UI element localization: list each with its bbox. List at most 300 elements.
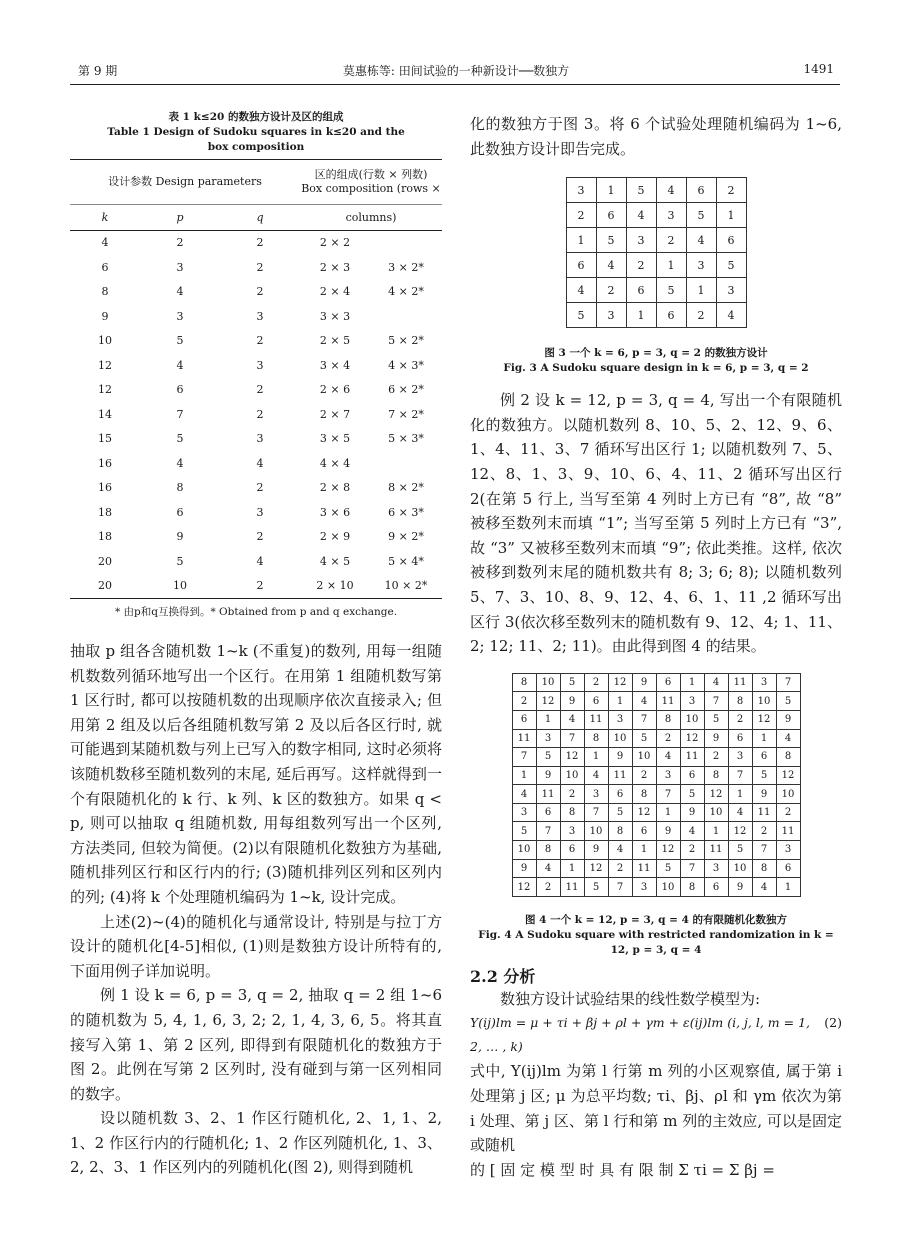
- fig4-cell: 3: [680, 692, 704, 711]
- table1-col-k: k: [101, 210, 109, 224]
- fig3-cell: 4: [716, 303, 746, 328]
- table1-cell: 3: [256, 309, 264, 323]
- fig4-cell: 5: [584, 878, 608, 897]
- table1-cell: 6: [176, 505, 184, 519]
- table1-caption: [70, 110, 442, 155]
- fig3-row: [566, 228, 746, 253]
- table1-cell: 10 × 2*: [384, 579, 428, 593]
- table1-cell: 2 × 9: [319, 530, 351, 544]
- fig4-cell: 12: [776, 766, 800, 785]
- fig4-cell: 6: [728, 729, 752, 748]
- fig4-cell: 5: [656, 859, 680, 878]
- table1-cell: 2: [256, 260, 264, 274]
- table1-row: [70, 378, 442, 403]
- fig4-caption-en-2: 12, p = 3, q = 4: [610, 943, 702, 956]
- fig4-cell: 8: [560, 803, 584, 822]
- fig3-cell: 3: [686, 253, 716, 278]
- fig4-cell: 3: [704, 859, 728, 878]
- table1-cell: 3: [256, 432, 264, 446]
- fig4-cell: 7: [560, 729, 584, 748]
- fig4-cell: 8: [608, 822, 632, 841]
- fig4-cell: 1: [560, 859, 584, 878]
- table1-cell: 2: [176, 236, 184, 250]
- fig4-cell: 9: [752, 785, 776, 804]
- table1-cell: 8: [101, 285, 109, 299]
- fig3-cell: 1: [626, 303, 656, 328]
- fig4-cell: 12: [680, 729, 704, 748]
- fig4-cell: 4: [512, 785, 536, 804]
- table1-cell: 20: [98, 554, 112, 568]
- fig3-cell: 5: [596, 228, 626, 253]
- fig4-sudoku-grid: [512, 673, 801, 897]
- fig4-caption: [470, 913, 842, 958]
- fig3-cell: 4: [656, 178, 686, 203]
- equation-2: [470, 1011, 842, 1059]
- fig4-cell: 8: [776, 748, 800, 767]
- fig4-cell: 10: [776, 785, 800, 804]
- fig4-cell: 11: [512, 729, 536, 748]
- fig4-cell: 6: [704, 878, 728, 897]
- table1-cell: 16: [98, 481, 112, 495]
- fig3-caption-cn: 图 3 一个 k = 6, p = 3, q = 2 的数独方设计: [544, 347, 768, 360]
- section-heading-2-2: 2.2 分析: [470, 966, 536, 986]
- table1-cell: 18: [98, 505, 112, 519]
- table1-cell: 3: [256, 505, 264, 519]
- fig3-cell: 2: [716, 178, 746, 203]
- table1-cell: 3: [176, 309, 184, 323]
- fig3-row: [566, 178, 746, 203]
- fig4-cell: 8: [512, 673, 536, 692]
- table1-head-box: [300, 160, 442, 205]
- table1-head-box-line1: 区的组成(行数 × 列数): [314, 168, 428, 181]
- fig4-cell: 8: [680, 878, 704, 897]
- table1-cell: 4: [101, 236, 109, 250]
- table1-cell: 18: [98, 530, 112, 544]
- table1-cell: 4: [176, 456, 184, 470]
- fig4-cell: 3: [512, 803, 536, 822]
- fig4-cell: 4: [680, 822, 704, 841]
- fig3-cell: 5: [686, 203, 716, 228]
- fig4-cell: 7: [536, 822, 560, 841]
- fig4-row: [512, 803, 800, 822]
- table1-col-p: p: [176, 210, 184, 224]
- fig3-cell: 1: [656, 253, 686, 278]
- table1-cell: 2 × 2: [319, 236, 351, 250]
- table1-cell: 2: [256, 530, 264, 544]
- fig3-cell: 5: [566, 303, 596, 328]
- fig4-cell: 6: [608, 785, 632, 804]
- fig3-cell: 4: [626, 203, 656, 228]
- fig3-caption-en: Fig. 3 A Sudoku square design in k = 6, p = 3, q = 2: [503, 362, 809, 375]
- fig4-cell: 10: [536, 673, 560, 692]
- fig4-cell: 3: [536, 729, 560, 748]
- fig4-cell: 12: [728, 822, 752, 841]
- fig4-cell: 6: [536, 803, 560, 822]
- fig4-row: [512, 841, 800, 860]
- fig4-cell: 2: [656, 729, 680, 748]
- fig4-cell: 2: [632, 766, 656, 785]
- fig4-cell: 3: [728, 748, 752, 767]
- fig4-cell: 4: [656, 748, 680, 767]
- fig4-cell: 11: [632, 859, 656, 878]
- table1-cell: 2: [256, 334, 264, 348]
- fig4-cell: 2: [680, 841, 704, 860]
- fig4-cell: 5: [608, 803, 632, 822]
- table1-cell: 3 × 2*: [388, 260, 424, 274]
- fig4-cell: 6: [680, 766, 704, 785]
- table1-cell: 3: [256, 358, 264, 372]
- right-paragraph-1: 化的数独方于图 3。将 6 个试验处理随机编码为 1~6, 此数独方设计即告完成。: [470, 115, 842, 158]
- table1-col-q: q: [256, 210, 264, 224]
- left-column: [70, 110, 442, 1180]
- fig4-row: [512, 859, 800, 878]
- fig4-cell: 12: [608, 673, 632, 692]
- table1-cell: 9: [101, 309, 109, 323]
- fig4-cell: 3: [560, 822, 584, 841]
- right-paragraph-model-intro: 数独方设计试验结果的线性数学模型为:: [500, 989, 761, 1008]
- fig4-cell: 10: [632, 748, 656, 767]
- fig4-cell: 7: [584, 803, 608, 822]
- table1-cell: 14: [98, 407, 112, 421]
- fig4-cell: 5: [728, 841, 752, 860]
- left-paragraph-2: 上述(2)~(4)的随机化与通常设计, 特别是与拉丁方设计的随机化[4-5]相似, (1)则是数独方设计所特有的, 下面用例子详加说明。: [70, 912, 442, 980]
- table1-row: [70, 402, 442, 427]
- fig4-cell: 5: [704, 710, 728, 729]
- fig4-cell: 6: [512, 710, 536, 729]
- fig4-cell: 5: [560, 673, 584, 692]
- fig4-cell: 9: [584, 841, 608, 860]
- table1-cell: 2: [256, 407, 264, 421]
- table1-cell: 2: [256, 285, 264, 299]
- left-paragraph-1: 抽取 p 组各含随机数 1~k (不重复)的数列, 用每一组随机数数列循环地写出一个区行。在用第 1 组随机数写第 1 区行时, 都可以按随机数的出现顺序依次直接录入; 但用第 2 组及以后各组随机数写第 2 及以后各区行时, 就可能遇到某随机数与列上已写入的数字相同, 这时必须将该随机数移至随机数列的末尾, 延后再写。这样就得到一个有限随机化的 k 行、k 列、k 区的数独方。如果 q < p, 则可以抽取 q 组随机数, 用每组数列写出一个区列, 方法类同, 但较为简便。(2)以有限随机化数独方为基础, 随机排列区行和区行内的行; (3)随机排列区列和区列内的列; (4)将 k 个处理随机编码为 1~k, 设计完成。: [70, 642, 442, 906]
- fig3-cell: 4: [686, 228, 716, 253]
- fig3-row: [566, 253, 746, 278]
- table1-cell: 4 × 5: [319, 554, 351, 568]
- fig3-caption: [470, 346, 842, 376]
- table1-row: [70, 451, 442, 476]
- fig4-cell: 8: [632, 785, 656, 804]
- page-header-issue: 第 9 期: [78, 64, 118, 78]
- fig4-cell: 8: [656, 710, 680, 729]
- fig4-cell: 1: [656, 803, 680, 822]
- fig4-cell: 10: [728, 859, 752, 878]
- fig4-cell: 7: [512, 748, 536, 767]
- fig4-cell: 4: [560, 710, 584, 729]
- table1-cell: 5 × 3*: [388, 432, 424, 446]
- fig4-cell: 3: [752, 673, 776, 692]
- fig4-cell: 9: [560, 692, 584, 711]
- fig3-cell: 2: [626, 253, 656, 278]
- page-header-title: 莫惠栋等: 田间试验的一种新设计──数独方: [342, 64, 570, 78]
- fig4-row: [512, 766, 800, 785]
- fig3-cell: 4: [596, 253, 626, 278]
- fig4-cell: 9: [776, 710, 800, 729]
- fig4-cell: 10: [704, 803, 728, 822]
- fig4-cell: 12: [560, 748, 584, 767]
- fig4-cell: 5: [680, 785, 704, 804]
- fig4-cell: 11: [560, 878, 584, 897]
- fig4-cell: 2: [560, 785, 584, 804]
- table1-cell: 4 × 2*: [388, 285, 424, 299]
- table1-row: [70, 427, 442, 452]
- fig3-cell: 2: [656, 228, 686, 253]
- fig4-cell: 9: [512, 859, 536, 878]
- fig4-cell: 10: [680, 710, 704, 729]
- fig4-cell: 1: [776, 878, 800, 897]
- table1-cell: 4: [256, 456, 264, 470]
- fig3-cell: 6: [596, 203, 626, 228]
- table1-cell: 9: [176, 530, 184, 544]
- table1-cell: 10: [173, 579, 187, 593]
- table1-cell: 6: [101, 260, 109, 274]
- fig4-cell: 8: [536, 841, 560, 860]
- table1: [70, 159, 442, 599]
- right-paragraph-last: 的 [ 固 定 模 型 时 具 有 限 制 Σ τi = Σ βj =: [470, 1160, 775, 1179]
- fig4-cell: 2: [608, 859, 632, 878]
- fig4-cell: 9: [608, 748, 632, 767]
- table1-cell: 2 × 6: [319, 383, 351, 397]
- fig3-cell: 2: [566, 203, 596, 228]
- table1-row: [70, 500, 442, 525]
- fig4-cell: 7: [728, 766, 752, 785]
- fig4-cell: 7: [656, 785, 680, 804]
- fig4-cell: 10: [656, 878, 680, 897]
- table1-cell: 3: [176, 260, 184, 274]
- fig4-cell: 8: [728, 692, 752, 711]
- fig4-cell: 5: [752, 766, 776, 785]
- table1-head-box-line3: columns): [345, 210, 397, 224]
- fig4-cell: 8: [704, 766, 728, 785]
- page-header-page-number: 1491: [803, 62, 834, 76]
- table1-cell: [370, 451, 442, 476]
- table1-row: [70, 304, 442, 329]
- fig4-cell: 1: [584, 748, 608, 767]
- table1-cell: 10: [98, 334, 112, 348]
- fig4-cell: 7: [608, 878, 632, 897]
- fig4-cell: 10: [608, 729, 632, 748]
- table1-cell: 5: [176, 554, 184, 568]
- table1-cell: 6 × 2*: [388, 383, 424, 397]
- fig4-cell: 4: [536, 859, 560, 878]
- table1-cell: 3 × 6: [319, 505, 351, 519]
- table1-cell: 20: [98, 579, 112, 593]
- fig4-cell: 1: [608, 692, 632, 711]
- table1-row: [70, 255, 442, 280]
- table1-cell: 2 × 4: [319, 285, 351, 299]
- table1-cell: 16: [98, 456, 112, 470]
- table1-caption-en: Table 1 Design of Sudoku squares in k≤20 and the: [107, 126, 405, 138]
- fig4-row: [512, 878, 800, 897]
- fig3-cell: 1: [596, 178, 626, 203]
- table1-cell: 4: [176, 358, 184, 372]
- fig4-cell: 1: [536, 710, 560, 729]
- fig3-row: [566, 203, 746, 228]
- table1-cell: [370, 304, 442, 329]
- table1-cell: 3 × 3: [319, 309, 351, 323]
- fig4-cell: 12: [512, 878, 536, 897]
- table1-caption-cn: 表 1 k≤20 的数独方设计及区的组成: [168, 111, 344, 123]
- fig4-cell: 4: [728, 803, 752, 822]
- table1-cell: 15: [98, 432, 112, 446]
- table1-cell: 6 × 3*: [388, 505, 424, 519]
- fig4-cell: 2: [536, 878, 560, 897]
- fig4-cell: 4: [608, 841, 632, 860]
- fig4-cell: 10: [584, 822, 608, 841]
- fig4-cell: 4: [776, 729, 800, 748]
- table1-cell: 5 × 2*: [388, 334, 424, 348]
- fig4-cell: 2: [584, 673, 608, 692]
- fig3-cell: 6: [566, 253, 596, 278]
- fig4-cell: 6: [560, 841, 584, 860]
- fig4-cell: 9: [656, 822, 680, 841]
- right-paragraph-definitions: 式中, Y(ij)lm 为第 l 行第 m 列的小区观察值, 属于第 i 处理第 j 区; μ 为总平均数; τi、βj、ρl 和 γm 依次为第 i 处理、第 j 区、第 l 行和第 m 列的主效应, 可以是固定或随机: [470, 1062, 842, 1155]
- table1-row: [70, 574, 442, 599]
- fig4-cell: 12: [584, 859, 608, 878]
- fig4-row: [512, 748, 800, 767]
- table1-row: [70, 476, 442, 501]
- table1-cell: 8: [176, 481, 184, 495]
- table1-cell: 4 × 4: [319, 456, 351, 470]
- fig3-cell: 3: [596, 303, 626, 328]
- fig4-row: [512, 692, 800, 711]
- fig4-cell: 4: [704, 673, 728, 692]
- fig3-cell: 5: [626, 178, 656, 203]
- table1-footnote: * 由p和q互换得到。* Obtained from p and q exchange.: [114, 606, 398, 618]
- fig4-cell: 9: [632, 673, 656, 692]
- left-paragraph-example1: 例 1 设 k = 6, p = 3, q = 2, 抽取 q = 2 组 1~6 的随机数为 5, 4, 1, 6, 3, 2; 2, 1, 4, 3, 6, 5。将其直接写入第 1、第 2 区列, 即得到有限随机化的数独方于图 2。此例在写第 2 区列时, 没有碰到与第一区列相同的数字。: [70, 986, 442, 1103]
- table1-cell: 12: [98, 383, 112, 397]
- table1-cell: 7 × 2*: [388, 407, 424, 421]
- right-paragraph-example2: 例 2 设 k = 12, p = 3, q = 4, 写出一个有限随机化的数独方。以随机数列 8、10、5、2、12、9、6、1、4、11、3、7 循环写出区行 1; 以随机数列 7、5、12、8、1、3、9、10、6、4、11、2 循环写出区行 2(在第 5 行上, 当写至第 4 列时上方已有 “8”, 故 “8” 被移至数列末而填 “1”; 当写至第 5 列时上方已有 “3”, 故 “3” 又被移至数列末而填 “9”; 依此类推。这样, 依次被移到数列末尾的随机数共有 8; 3; 6; 8); 以随机数列 5、7、3、10、8、9、12、4、6、1、11 ,2 循环写出区行 3(依次移至数列末的随机数有 9、12、4; 1、11、2; 12; 11、2; 11)。由此得到图 4 的结果。: [470, 391, 842, 656]
- fig4-cell: 5: [776, 692, 800, 711]
- table1-row: [70, 230, 442, 255]
- table1-head-box-line2: Box composition (rows ×: [301, 182, 441, 195]
- table1-cell: 4 × 3*: [388, 358, 424, 372]
- table1-cell: 6: [176, 383, 184, 397]
- fig4-cell: 1: [704, 822, 728, 841]
- fig4-cell: 11: [752, 803, 776, 822]
- fig4-cell: 11: [536, 785, 560, 804]
- equation-number: (2): [824, 1015, 842, 1031]
- fig4-cell: 5: [632, 729, 656, 748]
- fig4-cell: 2: [704, 748, 728, 767]
- fig4-cell: 11: [776, 822, 800, 841]
- equation-body: Y(ij)lm = μ + τi + βj + ρl + γm + ε(ij)lm (i, j, l, m = 1, 2, … , k): [470, 1015, 811, 1055]
- fig3-cell: 6: [656, 303, 686, 328]
- fig4-cell: 7: [704, 692, 728, 711]
- fig4-cell: 5: [512, 822, 536, 841]
- fig4-cell: 1: [752, 729, 776, 748]
- fig4-cell: 4: [752, 878, 776, 897]
- fig4-cell: 7: [776, 673, 800, 692]
- fig4-cell: 11: [608, 766, 632, 785]
- table1-cell: 2 × 3: [319, 260, 351, 274]
- fig3-cell: 2: [596, 278, 626, 303]
- fig4-cell: 11: [656, 692, 680, 711]
- fig3-cell: 3: [656, 203, 686, 228]
- fig4-cell: 11: [680, 748, 704, 767]
- fig4-row: [512, 822, 800, 841]
- fig4-cell: 9: [680, 803, 704, 822]
- fig4-cell: 11: [584, 710, 608, 729]
- table1-row: [70, 549, 442, 574]
- fig4-cell: 2: [512, 692, 536, 711]
- fig4-cell: 9: [704, 729, 728, 748]
- fig4-cell: 3: [656, 766, 680, 785]
- fig3-cell: 1: [566, 228, 596, 253]
- fig4-cell: 12: [752, 710, 776, 729]
- fig4-row: [512, 785, 800, 804]
- fig3-cell: 5: [656, 278, 686, 303]
- table1-cell: 2 × 8: [319, 481, 351, 495]
- fig4-cell: 7: [752, 841, 776, 860]
- fig4-cell: 2: [728, 710, 752, 729]
- table1-cell: 2: [256, 481, 264, 495]
- fig3-cell: 3: [566, 178, 596, 203]
- table1-cell: 2 × 7: [319, 407, 351, 421]
- fig4-row: [512, 729, 800, 748]
- table1-cell: 3 × 5: [319, 432, 351, 446]
- table1-cell: 12: [98, 358, 112, 372]
- fig3-cell: 4: [566, 278, 596, 303]
- fig4-cell: 7: [680, 859, 704, 878]
- fig4-cell: 1: [680, 673, 704, 692]
- fig3-cell: 6: [716, 228, 746, 253]
- fig4-cell: 8: [584, 729, 608, 748]
- fig4-row: [512, 673, 800, 692]
- table1-cell: 8 × 2*: [388, 481, 424, 495]
- fig4-cell: 11: [704, 841, 728, 860]
- fig3-cell: 1: [686, 278, 716, 303]
- fig4-caption-en: Fig. 4 A Sudoku square with restricted randomization in k =: [478, 928, 834, 941]
- fig4-cell: 9: [728, 878, 752, 897]
- table1-row: [70, 280, 442, 305]
- fig4-cell: 12: [632, 803, 656, 822]
- fig4-cell: 4: [632, 692, 656, 711]
- table1-cell: 2: [256, 383, 264, 397]
- fig3-cell: 3: [716, 278, 746, 303]
- fig3-cell: 5: [716, 253, 746, 278]
- table1-cell: 4: [176, 285, 184, 299]
- fig4-cell: 2: [752, 822, 776, 841]
- table1-row: [70, 525, 442, 550]
- fig3-row: [566, 303, 746, 328]
- fig4-cell: 8: [752, 859, 776, 878]
- table1-cell: 7: [176, 407, 184, 421]
- table1-cell: 2: [256, 236, 264, 250]
- header-rule: [70, 84, 840, 85]
- fig4-cell: 3: [632, 878, 656, 897]
- table1-cell: 4: [256, 554, 264, 568]
- fig4-row: [512, 710, 800, 729]
- fig3-cell: 3: [626, 228, 656, 253]
- table1-cell: 5 × 4*: [388, 554, 424, 568]
- right-column: [470, 112, 842, 1182]
- fig4-cell: 1: [512, 766, 536, 785]
- fig3-cell: 6: [626, 278, 656, 303]
- table1-cell: 5: [176, 432, 184, 446]
- fig4-cell: 6: [752, 748, 776, 767]
- fig4-cell: 1: [728, 785, 752, 804]
- fig3-cell: 1: [716, 203, 746, 228]
- fig4-cell: 12: [704, 785, 728, 804]
- fig4-cell: 12: [656, 841, 680, 860]
- fig4-caption-cn: 图 4 一个 k = 12, p = 3, q = 4 的有限随机化数独方: [524, 913, 788, 926]
- fig4-cell: 6: [776, 859, 800, 878]
- fig4-cell: 1: [632, 841, 656, 860]
- table1-cell: 5: [176, 334, 184, 348]
- fig4-cell: 10: [560, 766, 584, 785]
